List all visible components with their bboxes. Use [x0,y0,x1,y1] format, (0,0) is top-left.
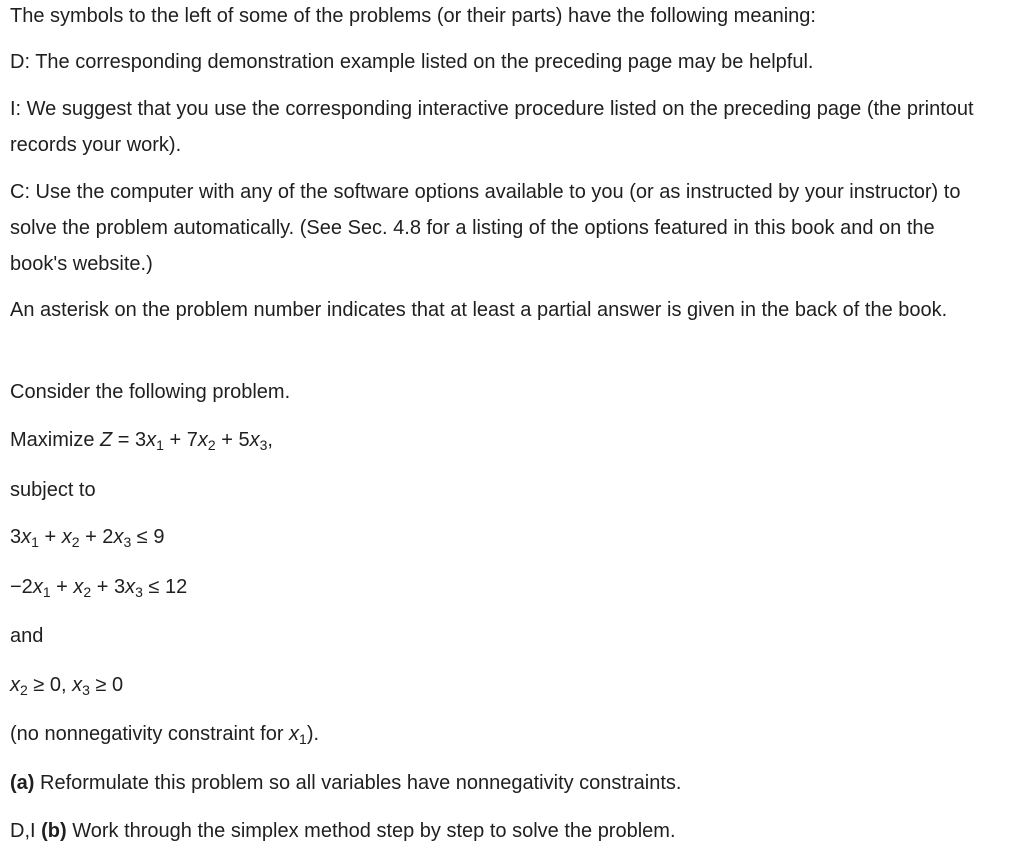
constraint-2: $-2x_1 + x_2 + 3x_3 \le 12$ [10,576,188,600]
part-a-label: (a) [10,772,35,794]
no-nonnegativity-note: (no nonnegativity constraint for $x_1$). [10,723,320,747]
part-b-text: Work through the simplex method step by step to solve the problem. [66,820,676,842]
part-a [10,765,681,801]
symbol-c-meaning: C: Use the computer with any of the software options available to you (or as instructed by your instructor) to solve the problem automatically. (See Sec. 4.8 for a listing of the options featured in this book and on the book's website.) [10,181,961,275]
subject-to-label: subject to [10,479,96,501]
no-nonneg-suffix: ). [306,723,320,745]
symbols-intro: The symbols to the left of some of the problems (or their parts) have the following meaning: [10,5,816,27]
asterisk-note: An asterisk on the problem number indicates that at least a partial answer is given in the back of the book. [10,299,948,321]
and-label: and [10,625,44,647]
part-b [10,813,676,849]
part-b-prefix: D,I [10,820,42,842]
consider-text: Consider the following problem. [10,381,291,403]
objective-function: Maximize $Z = 3x_1 + 7x_2 + 5x_3$, [10,429,273,453]
part-a-text: Reformulate this problem so all variables have nonnegativity constraints. [34,772,682,794]
no-nonneg-prefix: (no nonnegativity constraint for [10,723,290,745]
nonnegativity-constraints: $x_2 \ge 0$, $x_3 \ge 0$ [10,674,124,698]
maximize-label: Maximize [10,429,101,451]
symbol-d-meaning: D: The corresponding demonstration example listed on the preceding page may be helpful. [10,51,814,73]
symbol-i-meaning: I: We suggest that you use the corresponding interactive procedure listed on the preceding page (the printout records your work). [10,98,974,156]
part-b-label: (b) [41,820,67,842]
constraint-1: $3x_1 + x_2 + 2x_3 \le 9$ [10,526,165,550]
